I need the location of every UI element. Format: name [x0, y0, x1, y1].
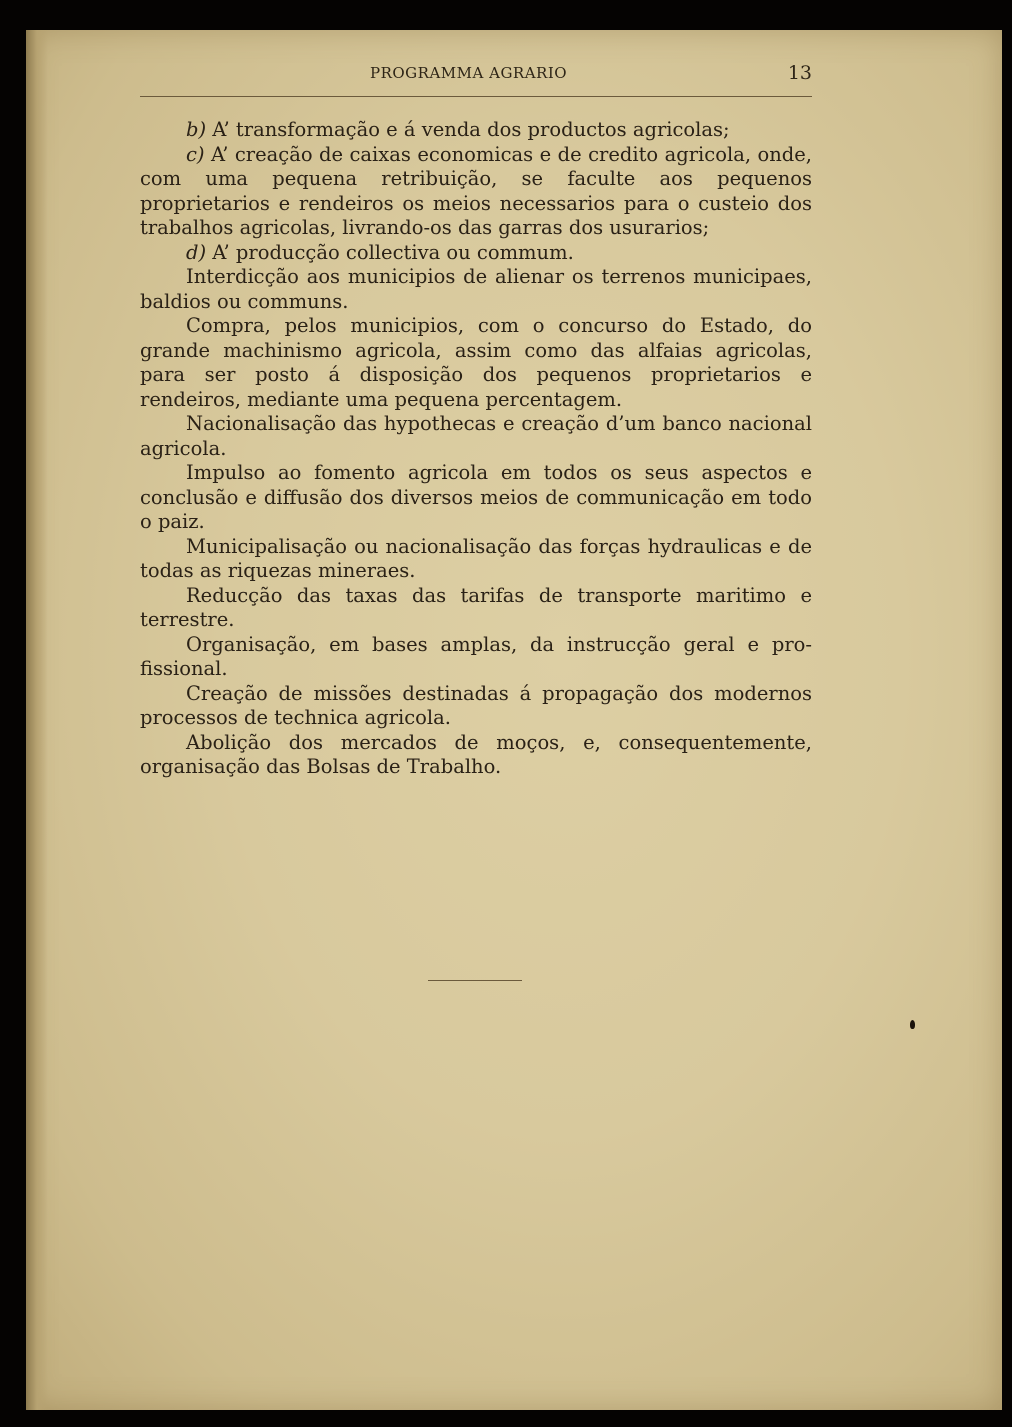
- item-letter: d): [186, 240, 207, 264]
- paragraph-text: A’ transformação e á venda dos productos agricolas;: [212, 118, 730, 141]
- paragraph-compra: [140, 314, 812, 412]
- paragraph-text: Reducção das taxas das tarifas de transporte maritimo e terrestre.: [140, 583, 812, 631]
- paragraph-organisacao: [140, 633, 812, 682]
- ink-speck: [910, 1020, 915, 1029]
- paragraph-d: [140, 241, 812, 266]
- paragraph-text: A’ creação de caixas economicas e de credito agricola, onde, com uma pequena retribuição, se faculte aos pequenos proprietarios e rendeiros os meios necessarios para o custeio dos trabalhos agricolas, livrando-os das garras dos usurarios;: [140, 142, 812, 239]
- paragraph-interdiccao: [140, 265, 812, 314]
- paragraph-c: [140, 143, 812, 241]
- paragraph-abolicao: [140, 731, 812, 780]
- paragraph-text: Creação de missões destinadas á propagação dos modernos processos de technica agricola.: [140, 681, 812, 729]
- end-rule: [428, 980, 522, 981]
- paragraph-text: Impulso ao fomento agricola em todos os seus aspectos e conclusão e diffusão dos diversos meios de communicação em todo o paiz.: [140, 461, 812, 533]
- paragraph-text: Abolição dos mercados de moços, e, consequentemente, organisação das Bolsas de Trabalho.: [140, 730, 812, 778]
- item-letter: b): [186, 118, 207, 141]
- paragraph-b: [140, 118, 812, 143]
- header-rule: [140, 96, 812, 97]
- page-header: [140, 62, 812, 88]
- body-text: [140, 118, 812, 780]
- paragraph-text: Municipalisação ou nacionalisação das forças hydraulicas e de todas as riquezas mineraes.: [140, 534, 812, 582]
- item-letter: c): [186, 142, 205, 166]
- paragraph-creacao: [140, 682, 812, 731]
- paragraph-reduccao: [140, 584, 812, 633]
- paragraph-text: Interdicção aos municipios de alienar os terrenos municipaes, baldios ou communs.: [140, 265, 812, 313]
- page-spine-shadow: [26, 30, 48, 1410]
- paragraph-municipalisacao: [140, 535, 812, 584]
- running-title: PROGRAMMA AGRARIO: [370, 64, 568, 82]
- paragraph-nacionalisacao: [140, 412, 812, 461]
- paragraph-text: A’ producção collectiva ou commum.: [212, 240, 574, 264]
- paragraph-impulso: [140, 461, 812, 535]
- paragraph-text: Nacionalisação das hypothecas e creação d’um banco nacional agricola.: [140, 412, 812, 460]
- page-number: 13: [787, 62, 812, 84]
- paragraph-text: Compra, pelos municipios, com o concurso do Estado, do grande machinismo agricola, assim como das alfaias agricolas, para ser posto á disposição dos pequenos proprietarios e rendeiros, mediante uma pequena percentagem.: [140, 314, 812, 411]
- paragraph-text: Organisação, em bases amplas, da instrucção geral e profissional.: [140, 632, 812, 680]
